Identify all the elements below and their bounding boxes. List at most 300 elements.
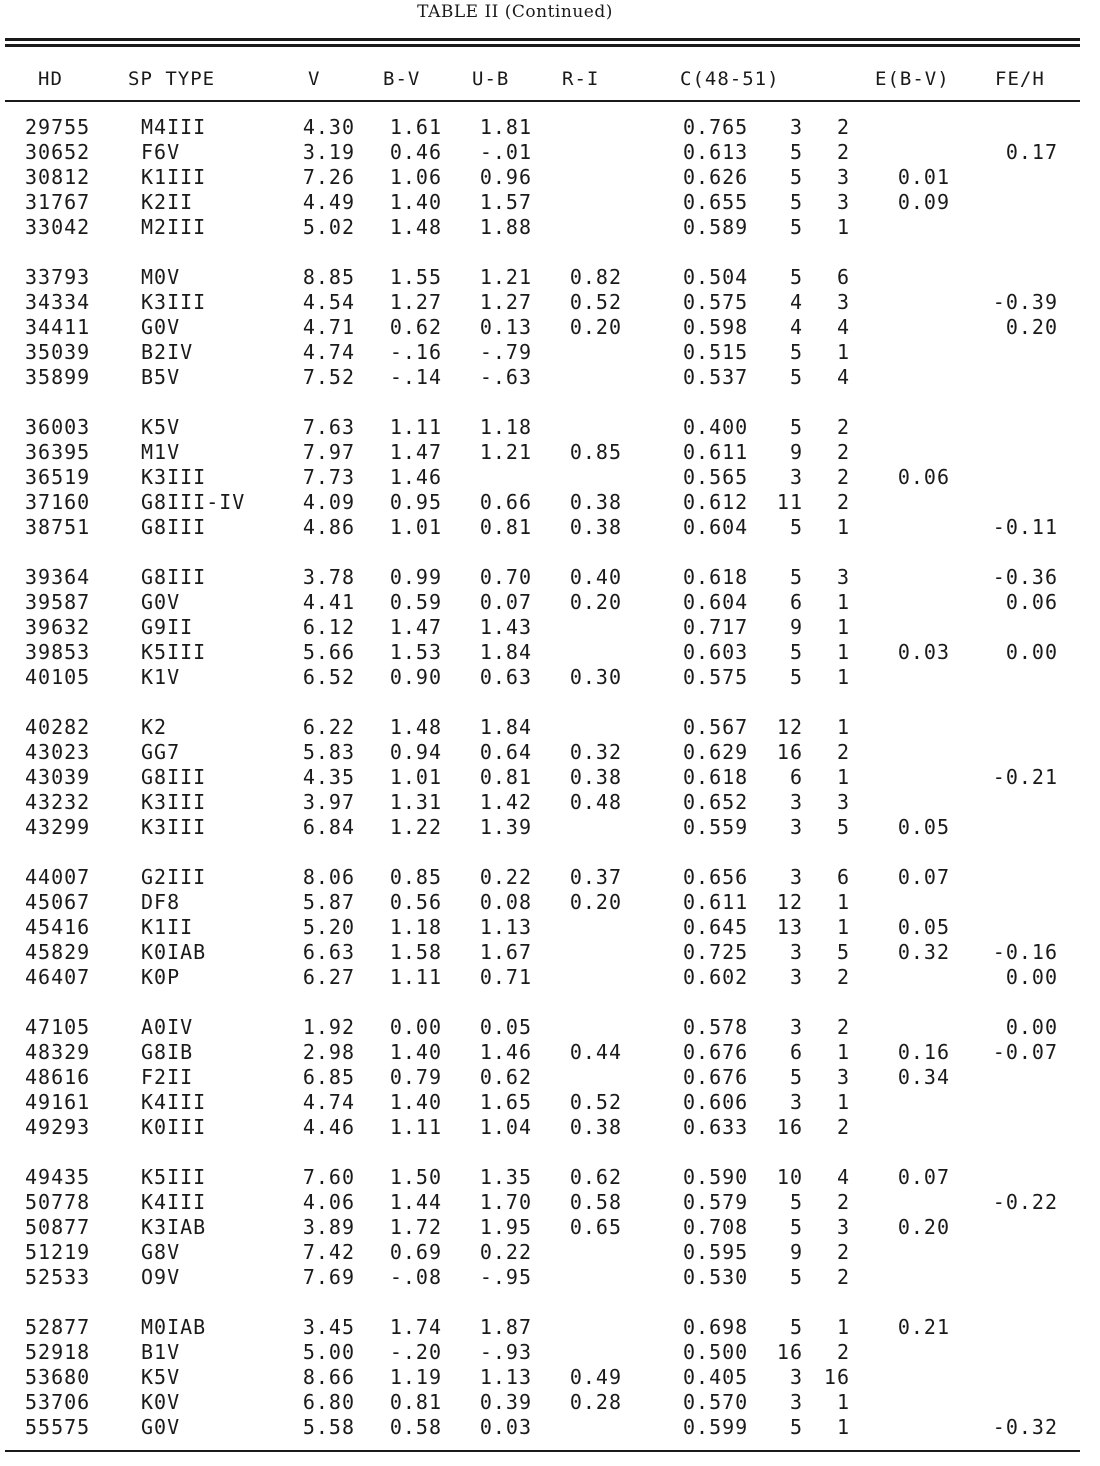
sp-type-cell: G8III-IV	[141, 490, 246, 514]
c-n1-cell: 3	[789, 940, 803, 964]
u-b-cell: 1.65	[479, 1090, 532, 1114]
r-i-cell: 0.38	[569, 490, 622, 514]
u-b-cell: 0.70	[479, 565, 532, 589]
r-i-cell: 0.20	[569, 590, 622, 614]
u-b-cell: 1.21	[479, 265, 532, 289]
b-v-cell: 1.44	[389, 1190, 442, 1214]
v-cell: 4.41	[302, 590, 355, 614]
b-v-cell: 0.56	[389, 890, 442, 914]
c-n2-cell: 2	[836, 1115, 850, 1139]
c-n1-cell: 3	[789, 790, 803, 814]
hd-cell: 44007	[25, 865, 91, 889]
hd-cell: 36003	[25, 415, 91, 439]
b-v-cell: 1.19	[389, 1365, 442, 1389]
c-n1-cell: 5	[789, 1315, 803, 1339]
v-cell: 6.27	[302, 965, 355, 989]
v-cell: 4.35	[302, 765, 355, 789]
u-b-cell: 1.95	[479, 1215, 532, 1239]
u-b-cell: 0.81	[479, 515, 532, 539]
c-n1-cell: 5	[789, 1190, 803, 1214]
v-cell: 7.69	[302, 1265, 355, 1289]
b-v-cell: 1.53	[389, 640, 442, 664]
b-v-cell: 0.95	[389, 490, 442, 514]
r-i-cell: 0.38	[569, 765, 622, 789]
b-v-cell: 0.62	[389, 315, 442, 339]
c-n1-cell: 3	[789, 965, 803, 989]
u-b-cell: 0.22	[479, 865, 532, 889]
fe-h-cell: -0.16	[992, 940, 1058, 964]
b-v-cell: 0.69	[389, 1240, 442, 1264]
v-cell: 8.66	[302, 1365, 355, 1389]
b-v-cell: 1.55	[389, 265, 442, 289]
u-b-cell: -.93	[479, 1340, 532, 1364]
v-cell: 6.84	[302, 815, 355, 839]
hd-cell: 45067	[25, 890, 91, 914]
u-b-cell: 1.67	[479, 940, 532, 964]
u-b-cell: 1.13	[479, 1365, 532, 1389]
e-b-v-cell: 0.06	[897, 465, 950, 489]
v-cell: 4.09	[302, 490, 355, 514]
sp-type-cell: K1II	[141, 915, 194, 939]
b-v-cell: 1.47	[389, 615, 442, 639]
v-cell: 4.71	[302, 315, 355, 339]
u-b-cell: 1.35	[479, 1165, 532, 1189]
c48-51-cell: 0.655	[683, 190, 749, 214]
c48-51-cell: 0.652	[683, 790, 749, 814]
c48-51-cell: 0.565	[683, 465, 749, 489]
hd-cell: 52533	[25, 1265, 91, 1289]
c48-51-cell: 0.579	[683, 1190, 749, 1214]
v-cell: 4.06	[302, 1190, 355, 1214]
v-cell: 5.20	[302, 915, 355, 939]
hd-cell: 36519	[25, 465, 91, 489]
c-n1-cell: 3	[789, 1015, 803, 1039]
v-cell: 4.74	[302, 340, 355, 364]
column-header-sp-type: SP TYPE	[128, 68, 216, 90]
u-b-cell: 0.71	[479, 965, 532, 989]
v-cell: 7.97	[302, 440, 355, 464]
b-v-cell: 1.40	[389, 190, 442, 214]
sp-type-cell: F6V	[141, 140, 181, 164]
u-b-cell: 0.03	[479, 1415, 532, 1439]
fe-h-cell: -0.07	[992, 1040, 1058, 1064]
sp-type-cell: G0V	[141, 590, 181, 614]
c-n1-cell: 6	[789, 1040, 803, 1064]
c-n1-cell: 6	[789, 590, 803, 614]
sp-type-cell: K5III	[141, 640, 207, 664]
sp-type-cell: G0V	[141, 1415, 181, 1439]
hd-cell: 55575	[25, 1415, 91, 1439]
u-b-cell: 1.27	[479, 290, 532, 314]
v-cell: 7.52	[302, 365, 355, 389]
hd-cell: 36395	[25, 440, 91, 464]
c48-51-cell: 0.717	[683, 615, 749, 639]
c48-51-cell: 0.611	[683, 890, 749, 914]
top-rule-2	[5, 44, 1080, 47]
c-n1-cell: 9	[789, 1240, 803, 1264]
hd-cell: 40105	[25, 665, 91, 689]
v-cell: 5.58	[302, 1415, 355, 1439]
c-n1-cell: 5	[789, 665, 803, 689]
hd-cell: 45416	[25, 915, 91, 939]
r-i-cell: 0.32	[569, 740, 622, 764]
sp-type-cell: M4III	[141, 115, 207, 139]
v-cell: 3.97	[302, 790, 355, 814]
e-b-v-cell: 0.05	[897, 815, 950, 839]
hd-cell: 53706	[25, 1390, 91, 1414]
c48-51-cell: 0.598	[683, 315, 749, 339]
c48-51-cell: 0.578	[683, 1015, 749, 1039]
c48-51-cell: 0.611	[683, 440, 749, 464]
column-header-e-b-v: E(B-V)	[875, 68, 950, 90]
u-b-cell: 1.18	[479, 415, 532, 439]
r-i-cell: 0.37	[569, 865, 622, 889]
v-cell: 5.87	[302, 890, 355, 914]
v-cell: 3.45	[302, 1315, 355, 1339]
c48-51-cell: 0.595	[683, 1240, 749, 1264]
u-b-cell: 1.84	[479, 640, 532, 664]
u-b-cell: 1.39	[479, 815, 532, 839]
c-n2-cell: 2	[836, 1265, 850, 1289]
b-v-cell: 1.40	[389, 1090, 442, 1114]
sp-type-cell: K5V	[141, 415, 181, 439]
c-n1-cell: 16	[776, 740, 803, 764]
u-b-cell: 0.81	[479, 765, 532, 789]
column-header-b-v: B-V	[383, 68, 421, 90]
c-n2-cell: 2	[836, 115, 850, 139]
c-n2-cell: 1	[836, 890, 850, 914]
fe-h-cell: -0.11	[992, 515, 1058, 539]
c-n2-cell: 1	[836, 715, 850, 739]
table-caption: TABLE II (Continued)	[417, 2, 613, 22]
b-v-cell: 1.50	[389, 1165, 442, 1189]
c48-51-cell: 0.629	[683, 740, 749, 764]
hd-cell: 51219	[25, 1240, 91, 1264]
c48-51-cell: 0.570	[683, 1390, 749, 1414]
b-v-cell: 1.06	[389, 165, 442, 189]
c-n2-cell: 1	[836, 515, 850, 539]
c-n1-cell: 12	[776, 715, 803, 739]
e-b-v-cell: 0.21	[897, 1315, 950, 1339]
e-b-v-cell: 0.32	[897, 940, 950, 964]
hd-cell: 46407	[25, 965, 91, 989]
c48-51-cell: 0.575	[683, 665, 749, 689]
r-i-cell: 0.40	[569, 565, 622, 589]
sp-type-cell: G8IB	[141, 1040, 194, 1064]
c-n1-cell: 9	[789, 615, 803, 639]
b-v-cell: 1.11	[389, 1115, 442, 1139]
hd-cell: 40282	[25, 715, 91, 739]
c48-51-cell: 0.599	[683, 1415, 749, 1439]
c48-51-cell: 0.575	[683, 290, 749, 314]
c-n1-cell: 5	[789, 190, 803, 214]
c48-51-cell: 0.708	[683, 1215, 749, 1239]
v-cell: 5.66	[302, 640, 355, 664]
fe-h-cell: -0.21	[992, 765, 1058, 789]
hd-cell: 29755	[25, 115, 91, 139]
c-n1-cell: 5	[789, 265, 803, 289]
u-b-cell: 0.96	[479, 165, 532, 189]
e-b-v-cell: 0.34	[897, 1065, 950, 1089]
c48-51-cell: 0.676	[683, 1040, 749, 1064]
u-b-cell: 0.63	[479, 665, 532, 689]
c48-51-cell: 0.618	[683, 765, 749, 789]
c-n1-cell: 16	[776, 1340, 803, 1364]
sp-type-cell: K1V	[141, 665, 181, 689]
r-i-cell: 0.49	[569, 1365, 622, 1389]
c-n2-cell: 4	[836, 315, 850, 339]
c-n1-cell: 5	[789, 165, 803, 189]
sp-type-cell: G8III	[141, 565, 207, 589]
c-n2-cell: 1	[836, 1415, 850, 1439]
hd-cell: 34411	[25, 315, 91, 339]
c48-51-cell: 0.612	[683, 490, 749, 514]
e-b-v-cell: 0.16	[897, 1040, 950, 1064]
b-v-cell: -.14	[389, 365, 442, 389]
r-i-cell: 0.38	[569, 515, 622, 539]
u-b-cell: 0.39	[479, 1390, 532, 1414]
r-i-cell: 0.82	[569, 265, 622, 289]
c-n2-cell: 4	[836, 1165, 850, 1189]
c48-51-cell: 0.633	[683, 1115, 749, 1139]
column-header-c48-51: C(48-51)	[680, 68, 780, 90]
c48-51-cell: 0.725	[683, 940, 749, 964]
e-b-v-cell: 0.20	[897, 1215, 950, 1239]
c-n1-cell: 5	[789, 340, 803, 364]
c48-51-cell: 0.559	[683, 815, 749, 839]
c48-51-cell: 0.765	[683, 115, 749, 139]
hd-cell: 50877	[25, 1215, 91, 1239]
c-n1-cell: 3	[789, 1365, 803, 1389]
c-n1-cell: 12	[776, 890, 803, 914]
b-v-cell: 1.01	[389, 515, 442, 539]
b-v-cell: 1.18	[389, 915, 442, 939]
c-n1-cell: 5	[789, 1265, 803, 1289]
c48-51-cell: 0.515	[683, 340, 749, 364]
hd-cell: 33042	[25, 215, 91, 239]
c48-51-cell: 0.405	[683, 1365, 749, 1389]
e-b-v-cell: 0.07	[897, 865, 950, 889]
c-n2-cell: 5	[836, 940, 850, 964]
b-v-cell: 1.74	[389, 1315, 442, 1339]
e-b-v-cell: 0.07	[897, 1165, 950, 1189]
b-v-cell: 1.31	[389, 790, 442, 814]
c-n2-cell: 1	[836, 1090, 850, 1114]
c-n1-cell: 3	[789, 465, 803, 489]
bottom-rule	[5, 1450, 1080, 1452]
u-b-cell: 0.13	[479, 315, 532, 339]
c-n1-cell: 5	[789, 565, 803, 589]
c48-51-cell: 0.604	[683, 515, 749, 539]
c-n2-cell: 1	[836, 665, 850, 689]
v-cell: 5.83	[302, 740, 355, 764]
c48-51-cell: 0.698	[683, 1315, 749, 1339]
sp-type-cell: K5V	[141, 1365, 181, 1389]
sp-type-cell: F2II	[141, 1065, 194, 1089]
v-cell: 6.80	[302, 1390, 355, 1414]
b-v-cell: 1.48	[389, 215, 442, 239]
v-cell: 2.98	[302, 1040, 355, 1064]
sp-type-cell: K4III	[141, 1090, 207, 1114]
c48-51-cell: 0.676	[683, 1065, 749, 1089]
u-b-cell: 0.22	[479, 1240, 532, 1264]
sp-type-cell: GG7	[141, 740, 181, 764]
v-cell: 4.49	[302, 190, 355, 214]
v-cell: 7.73	[302, 465, 355, 489]
u-b-cell: -.01	[479, 140, 532, 164]
u-b-cell: -.63	[479, 365, 532, 389]
b-v-cell: 0.99	[389, 565, 442, 589]
c48-51-cell: 0.656	[683, 865, 749, 889]
c-n2-cell: 2	[836, 490, 850, 514]
fe-h-cell: -0.36	[992, 565, 1058, 589]
sp-type-cell: O9V	[141, 1265, 181, 1289]
c-n2-cell: 4	[836, 365, 850, 389]
c-n2-cell: 1	[836, 765, 850, 789]
u-b-cell: 1.13	[479, 915, 532, 939]
r-i-cell: 0.52	[569, 1090, 622, 1114]
v-cell: 7.42	[302, 1240, 355, 1264]
c-n2-cell: 1	[836, 640, 850, 664]
c-n1-cell: 5	[789, 1065, 803, 1089]
column-header-v: V	[308, 68, 321, 90]
hd-cell: 37160	[25, 490, 91, 514]
hd-cell: 52877	[25, 1315, 91, 1339]
u-b-cell: 1.88	[479, 215, 532, 239]
r-i-cell: 0.52	[569, 290, 622, 314]
u-b-cell: 0.62	[479, 1065, 532, 1089]
u-b-cell: 1.04	[479, 1115, 532, 1139]
u-b-cell: 1.70	[479, 1190, 532, 1214]
v-cell: 5.00	[302, 1340, 355, 1364]
e-b-v-cell: 0.01	[897, 165, 950, 189]
hd-cell: 35039	[25, 340, 91, 364]
v-cell: 4.46	[302, 1115, 355, 1139]
b-v-cell: -.16	[389, 340, 442, 364]
c-n2-cell: 6	[836, 265, 850, 289]
sp-type-cell: A0IV	[141, 1015, 194, 1039]
hd-cell: 43023	[25, 740, 91, 764]
v-cell: 3.78	[302, 565, 355, 589]
b-v-cell: 1.40	[389, 1040, 442, 1064]
header-rule	[5, 100, 1080, 102]
u-b-cell: 0.07	[479, 590, 532, 614]
u-b-cell: 1.46	[479, 1040, 532, 1064]
u-b-cell: 1.87	[479, 1315, 532, 1339]
hd-cell: 43299	[25, 815, 91, 839]
v-cell: 3.19	[302, 140, 355, 164]
sp-type-cell: K3III	[141, 790, 207, 814]
b-v-cell: 1.22	[389, 815, 442, 839]
b-v-cell: 1.47	[389, 440, 442, 464]
v-cell: 6.85	[302, 1065, 355, 1089]
b-v-cell: 1.11	[389, 965, 442, 989]
sp-type-cell: G8III	[141, 765, 207, 789]
b-v-cell: 1.61	[389, 115, 442, 139]
sp-type-cell: K3III	[141, 465, 207, 489]
c-n1-cell: 9	[789, 440, 803, 464]
sp-type-cell: K3III	[141, 290, 207, 314]
v-cell: 3.89	[302, 1215, 355, 1239]
sp-type-cell: G0V	[141, 315, 181, 339]
c-n1-cell: 13	[776, 915, 803, 939]
u-b-cell: 0.08	[479, 890, 532, 914]
sp-type-cell: M2III	[141, 215, 207, 239]
c-n2-cell: 3	[836, 565, 850, 589]
b-v-cell: 0.94	[389, 740, 442, 764]
c-n2-cell: 3	[836, 1215, 850, 1239]
sp-type-cell: G8III	[141, 515, 207, 539]
c-n2-cell: 1	[836, 1040, 850, 1064]
c-n2-cell: 5	[836, 815, 850, 839]
v-cell: 4.74	[302, 1090, 355, 1114]
u-b-cell: -.95	[479, 1265, 532, 1289]
b-v-cell: 0.58	[389, 1415, 442, 1439]
c-n2-cell: 2	[836, 415, 850, 439]
v-cell: 6.63	[302, 940, 355, 964]
c-n1-cell: 5	[789, 640, 803, 664]
r-i-cell: 0.58	[569, 1190, 622, 1214]
c-n1-cell: 5	[789, 515, 803, 539]
c-n2-cell: 1	[836, 340, 850, 364]
c48-51-cell: 0.618	[683, 565, 749, 589]
fe-h-cell: 0.00	[1005, 640, 1058, 664]
fe-h-cell: -0.32	[992, 1415, 1058, 1439]
hd-cell: 34334	[25, 290, 91, 314]
v-cell: 8.85	[302, 265, 355, 289]
hd-cell: 35899	[25, 365, 91, 389]
hd-cell: 49293	[25, 1115, 91, 1139]
hd-cell: 47105	[25, 1015, 91, 1039]
c48-51-cell: 0.589	[683, 215, 749, 239]
c-n2-cell: 3	[836, 290, 850, 314]
v-cell: 6.12	[302, 615, 355, 639]
c-n1-cell: 6	[789, 765, 803, 789]
c-n2-cell: 6	[836, 865, 850, 889]
c-n2-cell: 3	[836, 190, 850, 214]
v-cell: 7.26	[302, 165, 355, 189]
u-b-cell: 1.57	[479, 190, 532, 214]
hd-cell: 33793	[25, 265, 91, 289]
sp-type-cell: B2IV	[141, 340, 194, 364]
v-cell: 4.30	[302, 115, 355, 139]
c48-51-cell: 0.602	[683, 965, 749, 989]
u-b-cell: -.79	[479, 340, 532, 364]
u-b-cell: 0.64	[479, 740, 532, 764]
c-n2-cell: 2	[836, 1015, 850, 1039]
v-cell: 7.63	[302, 415, 355, 439]
b-v-cell: 1.72	[389, 1215, 442, 1239]
hd-cell: 49435	[25, 1165, 91, 1189]
b-v-cell: 0.46	[389, 140, 442, 164]
c-n2-cell: 3	[836, 165, 850, 189]
c-n1-cell: 5	[789, 140, 803, 164]
hd-cell: 48329	[25, 1040, 91, 1064]
c-n1-cell: 5	[789, 1215, 803, 1239]
fe-h-cell: -0.39	[992, 290, 1058, 314]
hd-cell: 30812	[25, 165, 91, 189]
sp-type-cell: K1III	[141, 165, 207, 189]
b-v-cell: 0.59	[389, 590, 442, 614]
sp-type-cell: K0III	[141, 1115, 207, 1139]
hd-cell: 30652	[25, 140, 91, 164]
e-b-v-cell: 0.03	[897, 640, 950, 664]
v-cell: 4.54	[302, 290, 355, 314]
fe-h-cell: 0.17	[1005, 140, 1058, 164]
r-i-cell: 0.20	[569, 890, 622, 914]
c-n1-cell: 5	[789, 415, 803, 439]
v-cell: 6.22	[302, 715, 355, 739]
